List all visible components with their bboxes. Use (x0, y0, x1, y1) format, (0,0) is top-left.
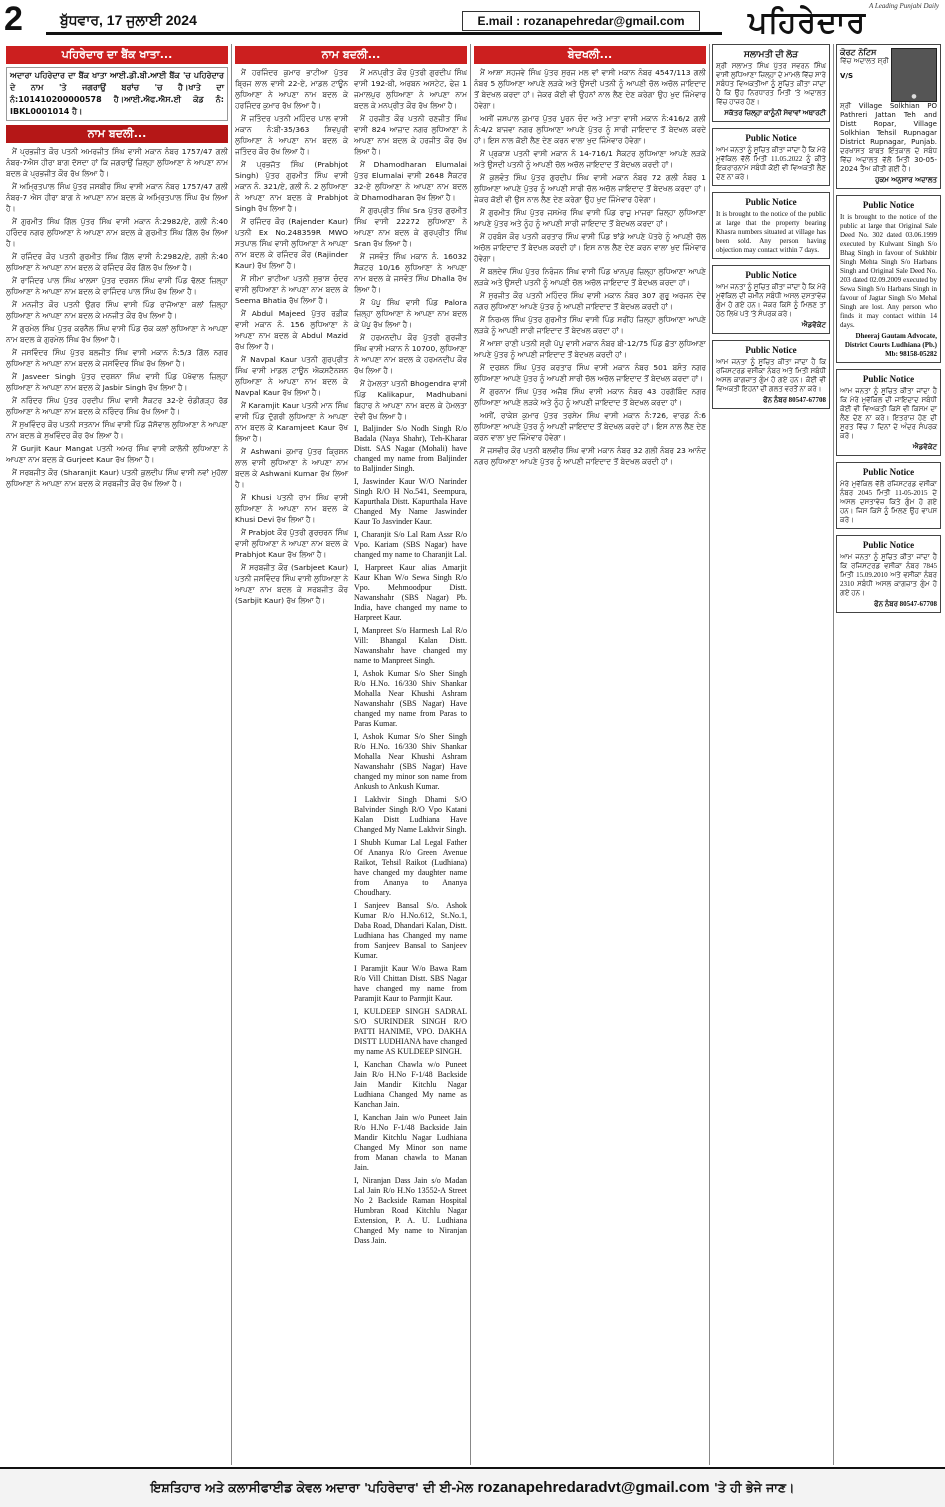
notice-item: ਮੈਂ ਪ੍ਰਭਜੋਤ ਸਿੰਘ (Prabhjot Singh) ਪੁੱਤਰ ਗੁਰਮੀਤ ਸਿੰਘ ਵਾਸੀ ਮਕਾਨ ਨੰ. 321/ਏ, ਗਲੀ ਨੰ. 2 ਲੁਧਿਆਣਾ ਨੇ ਆਪਣਾ ਨਾਮ ਬਦਲ ਕੇ Prabhjot Singh ਰੱਖ ਲਿਆ ਹੈ। (235, 160, 348, 213)
header-email[interactable]: E.mail : rozanapehredar@gmail.com (462, 11, 700, 31)
column-rule (709, 44, 710, 1465)
notice-item: ਮੈਂ ਮਨਪ੍ਰੀਤ ਕੌਰ ਪੁੱਤਰੀ ਗੁਰਦੀਪ ਸਿੰਘ ਵਾਸੀ 192-ਬੀ, ਅਰਬਨ ਅਸਟੇਟ, ਫੇਜ਼ 1 ਜਮਾਲਪੁਰ ਲੁਧਿਆਣਾ ਨੇ ਆਪਣਾ ਨਾਮ ਬਦਲ ਕੇ ਮਨਪ੍ਰੀਤ ਕੌਰ ਰੱਖ ਲਿਆ ਹੈ। (354, 68, 467, 110)
notice-item: ਮੈਂ ਗੁਰਮੀਤ ਸਿੰਘ ਗਿੱਲ ਪੁੱਤਰ ਸਿੰਘ ਵਾਸੀ ਮਕਾਨ ਨੰ:2982/ਏ, ਗਲੀ ਨੰ:40 ਹਰਿੰਦਰ ਨਗਰ ਲੁਧਿਆਣਾ ਨੇ ਆਪਣਾ ਨਾਮ ਬਦਲ ਕੇ ਗੁਰਮੀਤ ਸਿੰਘ ਗਿੱਲ ਰੱਖ ਲਿਆ ਹੈ। (6, 217, 228, 248)
notice-item: ਮੈਂ ਜਸਵੰਤ ਸਿੰਘ ਮਕਾਨ ਨੰ. 16032 ਸੈਕਟਰ 10/16 ਲੁਧਿਆਣਾ ਨੇ ਆਪਣਾ ਨਾਮ ਬਦਲ ਕੇ ਜਸਵੰਤ ਸਿੰਘ Dhalla ਰੱਖ ਲਿਆ ਹੈ। (354, 252, 467, 294)
notice-item: ਮੈਂ ਸੁਰਜੀਤ ਕੌਰ ਪਤਨੀ ਮਹਿੰਦਰ ਸਿੰਘ ਵਾਸੀ ਮਕਾਨ ਨੰਬਰ 307 ਗੁਰੂ ਅਰਜਨ ਦੇਵ ਨਗਰ ਲੁਧਿਆਣਾ ਆਪਣੇ ਪੁੱਤਰ ਨੂੰ ਆਪਣੀ ਜਾਇਦਾਦ ਤੋਂ ਬੇਦਖਲ ਕਰਦੀ ਹਾਂ। (474, 291, 706, 311)
page-footer (0, 1467, 945, 1507)
column-5 (836, 44, 941, 1465)
notice-signature: ਫੋਨ ਨੰਬਰ 80547-67708 (874, 600, 937, 608)
name-change-heading: ਨਾਮ ਬਦਲੀ... (6, 125, 228, 143)
notice-body: ਆਮ ਜਨਤਾ ਨੂੰ ਸੂਚਿਤ ਕੀਤਾ ਜਾਂਦਾ ਹੈ ਕਿ ਮੇਰੇ ਮੁਵੱਕਿਲ ਦੀ ਜ਼ਮੀਨ ਸਬੰਧੀ ਅਸਲ ਦਸਤਾਵੇਜ਼ ਗੁੰਮ ਹੋ ਗਏ ਹਨ। ਜੇਕਰ ਕਿਸੇ ਨੂੰ ਮਿਲਣ ਤਾਂ ਹੇਠ ਲਿਖੇ ਪਤੇ 'ਤੇ ਸੰਪਰਕ ਕਰੇ। (716, 283, 826, 318)
public-notice (836, 462, 941, 529)
notice-item: ਮੈਂ ਹਰਜੀਤ ਕੌਰ ਪਤਨੀ ਰਣਜੀਤ ਸਿੰਘ ਵਾਸੀ 824 ਆਜ਼ਾਦ ਨਗਰ ਲੁਧਿਆਣਾ ਨੇ ਆਪਣਾ ਨਾਮ ਬਦਲ ਕੇ ਹਰਜੀਤ ਕੌਰ ਰੱਖ ਲਿਆ ਹੈ। (354, 114, 467, 156)
notice-item: ਮੈਂ ਹੇਮਲਤਾ ਪਤਨੀ Bhogendra ਵਾਸੀ ਪਿੰਡ Kalikapur, Madhubani ਬਿਹਾਰ ਨੇ ਆਪਣਾ ਨਾਮ ਬਦਲ ਕੇ ਹੇਮਲਤਾ ਦੇਵੀ ਰੱਖ ਲਿਆ ਹੈ। (354, 379, 467, 421)
notice-item-en: I, Ashok Kumar S/o Sher Singh R/o H.No. 16/330 Shiv Shankar Mohalla Near Khushi Ashram Nawanshahr (SBS Nagar) Have changed my name from Paras to Paras Kumar. (354, 669, 467, 728)
notice-item: ਅਸੀਂ, ਰਾਕੇਸ਼ ਕੁਮਾਰ ਪੁੱਤਰ ਤਰਸੇਮ ਸਿੰਘ ਵਾਸੀ ਮਕਾਨ ਨੰ:726, ਵਾਰਡ ਨੰ:6 ਲੁਧਿਆਣਾ ਆਪਣੇ ਪੁੱਤਰ ਨੂੰ ਆਪਣੀ ਜਾਇਦਾਦ ਤੋਂ ਬੇਦਖਲ ਕਰਦੇ ਹਾਂ। ਇਸ ਨਾਲ ਲੈਣ ਦੇਣ ਕਰਨ ਵਾਲਾ ਖੁਦ ਜਿੰਮੇਵਾਰ ਹੋਵੇਗਾ। (474, 411, 706, 442)
column-rule (833, 44, 834, 1465)
column-1 (6, 44, 228, 1465)
public-notice (712, 340, 830, 409)
masthead (748, 0, 945, 40)
court-notice-heading (840, 48, 889, 102)
notice-item: ਮੈਂ Khusi ਪਤਨੀ ਰਾਮ ਸਿੰਘ ਵਾਸੀ ਲੁਧਿਆਣਾ ਨੇ ਆਪਣਾ ਨਾਮ ਬਦਲ ਕੇ Khusi Devi ਰੱਖ ਲਿਆ ਹੈ। (235, 493, 348, 524)
notice-item: ਮੈਂ ਸਰਬਜੀਤ ਕੌਰ (Sarbjeet Kaur) ਪਤਨੀ ਜਸਵਿੰਦਰ ਸਿੰਘ ਵਾਸੀ ਲੁਧਿਆਣਾ ਨੇ ਆਪਣਾ ਨਾਮ ਬਦਲ ਕੇ ਸਰਬਜੀਤ ਕੌਰ (Sarbjit Kaur) ਰੱਖ ਲਿਆ ਹੈ। (235, 563, 348, 605)
masthead-logo: ਪਹਿਰੇਦਾਰ (748, 5, 867, 40)
notice-title: ਸਲਾਮਤੀ ਦੀ ਲੋੜ (743, 49, 799, 59)
column-4 (712, 44, 830, 1465)
public-notice (712, 128, 830, 186)
masthead-tagline: A Leading Punjabi Daily (868, 2, 939, 10)
notice-signature: ਸਕੱਤਰ ਜ਼ਿਲ੍ਹਾ ਕਾਨੂੰਨੀ ਸੇਵਾਵਾਂ ਅਥਾਰਟੀ (724, 109, 826, 117)
notice-item: ਮੈਂ ਜਤਿੰਦਰ ਪਤਨੀ ਮਹਿੰਦਰ ਪਾਲ ਵਾਸੀ ਮਕਾਨ ਨੰ:ਬੀ-35/363 ਸ਼ਿਵਪੁਰੀ ਲੁਧਿਆਣਾ ਨੇ ਆਪਣਾ ਨਾਮ ਬਦਲ ਕੇ ਜਤਿੰਦਰ ਕੌਰ ਰੱਖ ਲਿਆ ਹੈ। (235, 114, 348, 156)
public-notice (836, 195, 941, 363)
notice-item: ਮੈਂ Prabjot ਕੌਰ ਪੁੱਤਰੀ ਗੁਰਚਰਨ ਸਿੰਘ ਵਾਸੀ ਲੁਧਿਆਣਾ ਨੇ ਆਪਣਾ ਨਾਮ ਬਦਲ ਕੇ Prabhjot Kaur ਰੱਖ ਲਿਆ ਹੈ। (235, 528, 348, 559)
notice-body: ਸ਼੍ਰੀ ਸਲਾਮਤ ਸਿੰਘ ਪੁੱਤਰ ਸਵਰਨ ਸਿੰਘ ਵਾਸੀ ਲੁਧਿਆਣਾ ਜ਼ਿਲ੍ਹਾ ਦੇ ਮਾਮਲੇ ਵਿੱਚ ਸਾਰੇ ਸਬੰਧਤ ਵਿਅਕਤੀਆਂ ਨੂੰ ਸੂਚਿਤ ਕੀਤਾ ਜਾਂਦਾ ਹੈ ਕਿ ਉਹ ਨਿਰਧਾਰਤ ਮਿਤੀ 'ਤੇ ਅਦਾਲਤ ਵਿੱਚ ਹਾਜ਼ਰ ਹੋਣ। (716, 62, 827, 106)
notice-item: ਮੈਂ Gurjit Kaur Mangat ਪਤਨੀ ਅਮਰ ਸਿੰਘ ਵਾਸੀ ਕਾਲੋਨੀ ਲੁਧਿਆਣਾ ਨੇ ਆਪਣਾ ਨਾਮ ਬਦਲ ਕੇ Gurjeet Kaur ਰੱਖ ਲਿਆ ਹੈ। (6, 444, 228, 464)
notice-signature: ਐਡਵੋਕੇਟ (912, 443, 937, 451)
notice-item-en: I Lakhvir Singh Dhami S/O Balvinder Singh R/O Vpo Katani Kalan Distt Ludhiana Have Changed My Name Lakhvir Singh. (354, 795, 467, 834)
page-header (0, 0, 945, 40)
notice-item: ਮੈਂ Jasveer Singh ਪੁੱਤਰ ਦਰਸ਼ਨਾ ਸਿੰਘ ਵਾਸੀ ਪਿੰਡ ਪੱਖੋਵਾਲ ਜ਼ਿਲ੍ਹਾ ਲੁਧਿਆਣਾ ਨੇ ਆਪਣਾ ਨਾਮ ਬਦਲ ਕੇ Jasbir Singh ਰੱਖ ਲਿਆ ਹੈ। (6, 372, 228, 392)
notice-item: ਮੈਂ ਅਮ੍ਰਿਤਪਾਲ ਸਿੰਘ ਪੁੱਤਰ ਜਸਬੀਰ ਸਿੰਘ ਵਾਸੀ ਮਕਾਨ ਨੰਬਰ 1757/47 ਗਲੀ ਨੰਬਰ-7 ਐਸ ਹੀਰਾ ਬਾਗ ਨੇ ਆਪਣਾ ਨਾਮ ਬਦਲ ਕੇ ਅਮ੍ਰਿਤਪਾਲ ਸਿੰਘ ਰੱਖ ਲਿਆ ਹੈ। (6, 182, 228, 213)
notice-item: ਮੈਂ ਰਾਜਿੰਦਰ ਪਾਲ ਸਿੰਘ ਖਾਲਸਾ ਪੁੱਤਰ ਦਰਸ਼ਨ ਸਿੰਘ ਵਾਸੀ ਪਿੰਡ ਢੋਲਣ ਜ਼ਿਲ੍ਹਾ ਲੁਧਿਆਣਾ ਨੇ ਆਪਣਾ ਨਾਮ ਬਦਲ ਕੇ ਰਾਜਿੰਦਰ ਪਾਲ ਸਿੰਘ ਰੱਖ ਲਿਆ ਹੈ। (6, 276, 228, 296)
court-notice-vs: V/S (840, 72, 854, 80)
court-notice-signature: ਹੁਕਮ ਅਨੁਸਾਰ ਅਦਾਲਤ (875, 176, 937, 184)
bank-account-text: ਅਦਾਰਾ ਪਹਿਰੇਦਾਰ ਦਾ ਬੈਂਕ ਖਾਤਾ ਆਈ.ਡੀ.ਬੀ.ਆਈ ਬੈਂਕ 'ਚ ਪਹਿਰੇਦਾਰ ਦੇ ਨਾਮ 'ਤੇ ਜਗਰਾਉਂ ਬਰਾਂਚ 'ਚ ਹੈ।ਖਾਤੇ ਦਾ ਨੰ:101410200000578 ਹੈ।ਆਈ.ਐਫ.ਐਸ.ਈ ਕੋਡ ਨੰ: IBKL0001014 ਹੈ। (6, 67, 228, 121)
notice-item: ਮੈਂ Ashwani ਕੁਮਾਰ ਪੁੱਤਰ ਕ੍ਰਿਸ਼ਨ ਲਾਲ ਵਾਸੀ ਲੁਧਿਆਣਾ ਨੇ ਆਪਣਾ ਨਾਮ ਬਦਲ ਕੇ Ashwani Kumar ਰੱਖ ਲਿਆ ਹੈ। (235, 447, 348, 489)
notice-body: ਆਮ ਜਨਤਾ ਨੂੰ ਸੂਚਿਤ ਕੀਤਾ ਜਾਂਦਾ ਹੈ ਕਿ ਰਜਿਸਟਰਡ ਵਸੀਕਾ ਨੰਬਰ 7845 ਮਿਤੀ 15.09.2010 ਅਤੇ ਵਸੀਕਾ ਨੰਬਰ 2310 ਸਬੰਧੀ ਅਸਲ ਕਾਗਜ਼ਾਤ ਗੁੰਮ ਹੋ ਗਏ ਹਨ। (840, 553, 937, 597)
notice-item: ਅਸੀਂ ਜਸਪਾਲ ਕੁਮਾਰ ਪੁੱਤਰ ਪੂਰਨ ਚੰਦ ਅਤੇ ਮਾਤਾ ਵਾਸੀ ਮਕਾਨ ਨੰ:416/2 ਗਲੀ ਨੰ:4/2 ਬਾਜਵਾ ਨਗਰ ਲੁਧਿਆਣਾ ਆਪਣੇ ਪੁੱਤਰ ਨੂੰ ਸਾਰੀ ਜਾਇਦਾਦ ਤੋਂ ਬੇਦਖਲ ਕਰਦੇ ਹਾਂ। ਇਸ ਨਾਲ ਕੋਈ ਲੈਣ ਦੇਣ ਕਰਨ ਵਾਲਾ ਖੁਦ ਜਿੰਮੇਵਾਰ ਹੋਵੇਗਾ। (474, 114, 706, 145)
column-rule (231, 44, 232, 1465)
notice-item: ਮੈਂ ਜਸਵਿੰਦਰ ਸਿੰਘ ਪੁੱਤਰ ਬਲਜੀਤ ਸਿੰਘ ਵਾਸੀ ਮਕਾਨ ਨੰ:5/3 ਗਿੱਲ ਨਗਰ ਲੁਧਿਆਣਾ ਨੇ ਆਪਣਾ ਨਾਮ ਬਦਲ ਕੇ ਜਸਵਿੰਦਰ ਸਿੰਘ ਰੱਖ ਲਿਆ ਹੈ। (6, 348, 228, 368)
notice-signature: Dheeraj Gautam Advocate, District Courts Ludhiana (Pb.) Mb: 98158-05282 (844, 332, 937, 358)
notice-title: Public Notice (862, 374, 915, 384)
notice-item-en: I, Baljinder S/o Nodh Singh R/o Badala (Naya Shahr), Teh-Kharar Distt. SAS Nagar (Mohali) have changed my name from Baljinder to Baljinder Singh. (354, 424, 467, 473)
notice-item: ਮੈਂ Navpal Kaur ਪਤਨੀ ਗੁਰਪ੍ਰੀਤ ਸਿੰਘ ਵਾਸੀ ਮਾਡਲ ਟਾਊਨ ਐਕਸਟੈਨਸ਼ਨ ਲੁਧਿਆਣਾ ਨੇ ਆਪਣਾ ਨਾਮ ਬਦਲ ਕੇ Navpal Kaur ਰੱਖ ਲਿਆ ਹੈ। (235, 355, 348, 397)
court-notice (836, 44, 941, 189)
notice-item: ਮੈਂ ਸੁਖਵਿੰਦਰ ਕੌਰ ਪਤਨੀ ਸਤਨਾਮ ਸਿੰਘ ਵਾਸੀ ਪਿੰਡ ਜੱਸੋਵਾਲ ਲੁਧਿਆਣਾ ਨੇ ਆਪਣਾ ਨਾਮ ਬਦਲ ਕੇ ਸੁਖਵਿੰਦਰ ਕੌਰ ਰੱਖ ਲਿਆ ਹੈ। (6, 420, 228, 440)
court-notice-title: ਕੋਰਟ ਨੋਟਿਸ (840, 48, 877, 57)
public-notice (836, 369, 941, 456)
notice-title: Public Notice (745, 345, 797, 355)
notice-item: ਮੈਂ ਨਿਰਮਲ ਸਿੰਘ ਪੁੱਤਰ ਗੁਰਮੀਤ ਸਿੰਘ ਵਾਸੀ ਪਿੰਡ ਸਰੀਂਹ ਜ਼ਿਲ੍ਹਾ ਲੁਧਿਆਣਾ ਆਪਣੇ ਲੜਕੇ ਨੂੰ ਆਪਣੀ ਸਾਰੀ ਜਾਇਦਾਦ ਤੋਂ ਬੇਦਖਲ ਕਰਦਾ ਹਾਂ। (474, 315, 706, 335)
notice-item: ਮੈਂ ਆਸ਼ਾ ਰਾਣੀ ਪਤਨੀ ਸ਼੍ਰੀ ਪੱਪੂ ਵਾਸੀ ਮਕਾਨ ਨੰਬਰ ਬੀ-12/75 ਪਿੰਡ ਛੱਤਾ ਲੁਧਿਆਣਾ ਆਪਣੇ ਪੁੱਤਰ ਨੂੰ ਆਪਣੀ ਜਾਇਦਾਦ ਤੋਂ ਬੇਦਖਲ ਕਰਦੀ ਹਾਂ। (474, 339, 706, 359)
notice-item-en: I, KULDEEP SINGH SADRAL S/O SURINDER SINGH R/O PATTI HANIME, VPO. DAKHA DISTT LUDHIANA have changed my name AS KULDEEP SINGH. (354, 1007, 467, 1056)
legal-services-notice (712, 44, 830, 122)
notice-item-en: I, Jaswinder Kaur W/O Narinder Singh R/O H No.541, Seempura, Kapurthala Distt. Kapurthala Have Changed My Name Jaswinder Kaur To Jasvinder Kaur. (354, 477, 467, 526)
notice-item: ਮੈਂ ਗੁਰਮੀਤ ਸਿੰਘ ਪੁੱਤਰ ਜਸਮੇਰ ਸਿੰਘ ਵਾਸੀ ਪਿੰਡ ਰਾਜੂ ਮਾਜਰਾ ਜ਼ਿਲ੍ਹਾ ਲੁਧਿਆਣਾ ਆਪਣੇ ਪੁੱਤਰ ਅਤੇ ਨੂੰਹ ਨੂੰ ਆਪਣੀ ਸਾਰੀ ਜਾਇਦਾਦ ਤੋਂ ਬੇਦਖਲ ਕਰਦਾ ਹਾਂ। (474, 208, 706, 228)
notice-item-en: I, Kanchan Jain w/o Puneet Jain R/o H.No F-1/48 Backside Jain Mandir Kitchlu Nagar Ludhiana Changed My Minor son name from Manan chawla to Manan Jain. (354, 1113, 467, 1172)
notice-item: ਮੈਂ ਮਨਜੀਤ ਕੌਰ ਪਤਨੀ ਉਗਰ ਸਿੰਘ ਵਾਸੀ ਪਿੰਡ ਰਾਜੋਆਣਾ ਕਲਾਂ ਜ਼ਿਲ੍ਹਾ ਲੁਧਿਆਣਾ ਨੇ ਆਪਣਾ ਨਾਮ ਬਦਲ ਕੇ ਮਨਜੀਤ ਕੌਰ ਰੱਖ ਲਿਆ ਹੈ। (6, 300, 228, 320)
notice-body: ਆਮ ਜਨਤਾ ਨੂੰ ਸੂਚਿਤ ਕੀਤਾ ਜਾਂਦਾ ਹੈ ਕਿ ਮੇਰੇ ਮੁਵੱਕਿਲ ਦੀ ਜਾਇਦਾਦ ਸਬੰਧੀ ਕੋਈ ਵੀ ਵਿਅਕਤੀ ਕਿਸੇ ਵੀ ਕਿਸਮ ਦਾ ਲੈਣ ਦੇਣ ਨਾ ਕਰੇ। ਇਤਰਾਜ਼ ਹੋਣ ਦੀ ਸੂਰਤ ਵਿੱਚ 7 ਦਿਨਾਂ ਦੇ ਅੰਦਰ ਸੰਪਰਕ ਕਰੋ। (840, 387, 937, 440)
notice-item-en: I, Kanchan Chawla w/o Puneet Jain R/o H.No F-1/48 Backside Jain Mandir Kitchlu Nagar Ludhiana Changed My name as Kanchan Jain. (354, 1060, 467, 1109)
public-notice (836, 535, 941, 613)
notice-item-en: I, Harpreet Kaur alias Amarjit Kaur Khan W/o Sewa Singh R/o Vpo. Mehmoodpur Distt. Nawanshahr (SBS Nagar) Pb. India, have changed my name to Harpreet Kaur. (354, 563, 467, 622)
name-change-split (235, 67, 467, 1249)
footer-text-end: 'ਤੇ ਹੀ ਭੇਜੇ ਜਾਣ। (714, 1480, 795, 1495)
notice-body: ਮੇਰੇ ਮੁਵੱਕਿਲ ਵੱਲੋਂ ਰਜਿਸਟਰਡ ਵਸੀਕਾ ਨੰਬਰ 2045 ਮਿਤੀ 11-05-2015 ਦੇ ਅਸਲ ਦਸਤਾਵੇਜ਼ ਕਿਤੇ ਗੁੰਮ ਹੋ ਗਏ ਹਨ। ਜਿਸ ਕਿਸੇ ਨੂੰ ਮਿਲਣ ਉਹ ਵਾਪਸ ਕਰੇ। (840, 480, 937, 524)
public-notice (712, 265, 830, 334)
notice-item: ਮੈਂ ਸੀਮਾ ਭਾਟੀਆ ਪਤਨੀ ਸੁਭਾਸ਼ ਚੰਦਰ ਵਾਸੀ ਲੁਧਿਆਣਾ ਨੇ ਆਪਣਾ ਨਾਮ ਬਦਲ ਕੇ Seema Bhatia ਰੱਖ ਲਿਆ ਹੈ। (235, 274, 348, 305)
notice-item: ਮੈਂ ਹਰਬੰਸ ਕੌਰ ਪਤਨੀ ਕਰਤਾਰ ਸਿੰਘ ਵਾਸੀ ਪਿੰਡ ਝਾਂਡੇ ਆਪਣੇ ਪੋਤਰੇ ਨੂੰ ਆਪਣੀ ਚੱਲ ਅਚੱਲ ਜਾਇਦਾਦ ਤੋਂ ਬੇਦਖਲ ਕਰਦੀ ਹਾਂ। ਇਸ ਨਾਲ ਲੈਣ ਦੇਣ ਕਰਨ ਵਾਲਾ ਖੁਦ ਜਿੰਮੇਵਾਰ ਹੋਵੇਗਾ। (474, 232, 706, 263)
footer-email[interactable]: rozanapehredaradvt@gmail.com (477, 1479, 710, 1496)
notice-body: It is brought to the notice of the public at large that the property bearing Khasra numbers situated at village has been sold. Any person having objection may contact within 7 days. (716, 210, 826, 254)
notice-title: Public Notice (862, 200, 915, 210)
notice-item: ਮੈਂ Karamjit Kaur ਪਤਨੀ ਮਾਨ ਸਿੰਘ ਵਾਸੀ ਪਿੰਡ ਦੁੱਗਰੀ ਲੁਧਿਆਣਾ ਨੇ ਆਪਣਾ ਨਾਮ ਬਦਲ ਕੇ Karamjeet Kaur ਰੱਖ ਲਿਆ ਹੈ। (235, 401, 348, 443)
court-notice-sub: ਵਿੱਚ ਅਦਾਲਤ ਸ਼੍ਰੀ (840, 57, 889, 65)
person-photo (891, 48, 937, 102)
notice-item: ਮੈਂ ਹਰਮਨਦੀਪ ਕੌਰ ਪੁੱਤਰੀ ਗੁਰਜੀਤ ਸਿੰਘ ਵਾਸੀ ਮਕਾਨ ਨੰ 10700, ਲੁਧਿਆਣਾ ਨੇ ਆਪਣਾ ਨਾਮ ਬਦਲ ਕੇ ਹਰਮਨਦੀਪ ਕੌਰ ਰੱਖ ਲਿਆ ਹੈ। (354, 333, 467, 375)
footer-text: ਇਸ਼ਤਿਹਾਰ ਅਤੇ ਕਲਾਸੀਫਾਈਡ ਕੇਵਲ ਅਦਾਰਾ 'ਪਹਿਰੇਦਾਰ' ਦੀ ਈ-ਮੇਲ (150, 1480, 474, 1495)
name-change-subcol-b (354, 67, 467, 1249)
notice-title: Public Notice (862, 540, 915, 550)
notice-item: ਮੈਂ ਬਲਦੇਵ ਸਿੰਘ ਪੁੱਤਰ ਨਿਰੰਜਨ ਸਿੰਘ ਵਾਸੀ ਪਿੰਡ ਖਾਨਪੁਰ ਜ਼ਿਲ੍ਹਾ ਲੁਧਿਆਣਾ ਆਪਣੇ ਲੜਕੇ ਅਤੇ ਉਸਦੀ ਪਤਨੀ ਨੂੰ ਆਪਣੀ ਚੱਲ ਅਚੱਲ ਜਾਇਦਾਦ ਤੋਂ ਬੇਦਖਲ ਕਰਦਾ ਹਾਂ। (474, 267, 706, 287)
notice-item: ਮੈਂ ਰਜਿੰਦਰ ਕੌਰ ਪਤਨੀ ਗੁਰਮੀਤ ਸਿੰਘ ਗਿੱਲ ਵਾਸੀ ਨੰ:2982/ਏ, ਗਲੀ ਨੰ:40 ਲੁਧਿਆਣਾ ਨੇ ਆਪਣਾ ਨਾਮ ਬਦਲ ਕੇ ਰਜਿੰਦਰ ਕੌਰ ਗਿੱਲ ਰੱਖ ਲਿਆ ਹੈ। (6, 252, 228, 272)
name-change-list (6, 146, 228, 489)
notice-item: ਮੈਂ ਆਸ਼ਾ ਸਹਜਵੇ ਸਿੰਘ ਪੁੱਤਰ ਸੁਰਜ ਮਲ ਵਾਂ ਵਾਸੀ ਮਕਾਨ ਨੰਬਰ 4547/113 ਗਲੀ ਨੰਬਰ 5 ਲੁਧਿਆਣਾ ਆਪਣੇ ਲੜਕੇ ਅਤੇ ਉਸਦੀ ਪਤਨੀ ਨੂੰ ਆਪਣੀ ਚੱਲ ਅਚੱਲ ਜਾਇਦਾਦ ਤੋਂ ਬੇਦਖਲ ਕਰਦਾ ਹਾਂ। ਜੇਕਰ ਕੋਈ ਵੀ ਉਹਨਾਂ ਨਾਲ ਲੈਣ ਦੇਣ ਕਰੇਗਾ ਉਹ ਖੁਦ ਜਿੰਮੇਵਾਰ ਹੋਵੇਗਾ। (474, 68, 706, 110)
photo-placeholder-icon: ● (911, 93, 917, 100)
notice-item: ਮੈਂ ਪ੍ਰਕਾਸ਼ ਪਤਨੀ ਵਾਸੀ ਮਕਾਨ ਨੰ 14-716/1 ਸੈਕਟਰ ਲੁਧਿਆਣਾ ਆਪਣੇ ਲੜਕੇ ਅਤੇ ਉਸਦੀ ਪਤਨੀ ਨੂੰ ਆਪਣੀ ਚੱਲ ਅਚੱਲ ਜਾਇਦਾਦ ਤੋਂ ਬੇਦਖਲ ਕਰਦੀ ਹਾਂ। (474, 149, 706, 169)
notice-signature: ਐਡਵੋਕੇਟ (801, 321, 826, 329)
court-notice-body: ਸ਼੍ਰੀ Village Solkhian PO Pathreri Jattan Teh and Distt Ropar, Village Solkhian Tehsil Rupnagar District Rupnagar, Punjab. ਦਰਖਾਸਤ ਬਾਬਤ ਇੰਤਕਾਲ ਦੇ ਸਬੰਧ ਵਿੱਚ ਅਦਾਲਤ ਵੱਲੋਂ ਮਿਤੀ 30-05-2024 ਤੈਅ ਕੀਤੀ ਗਈ ਹੈ। (840, 102, 937, 173)
notice-item-en: I, Manpreet S/o Harmesh Lal R/o Vill: Bhangal Kalan Distt. Nawanshahr have changed my name to Manpreet Singh. (354, 626, 467, 665)
notice-title: Public Notice (745, 270, 797, 280)
notice-body: ਆਮ ਜਨਤਾ ਨੂੰ ਸੂਚਿਤ ਕੀਤਾ ਜਾਂਦਾ ਹੈ ਕਿ ਮੇਰੇ ਮੁਵੱਕਿਲ ਵੱਲੋਂ ਮਿਤੀ 11.05.2022 ਨੂੰ ਕੀਤੇ ਇਕਰਾਰਨਾਮੇ ਸਬੰਧੀ ਕੋਈ ਵੀ ਵਿਅਕਤੀ ਲੈਣ ਦੇਣ ਨਾ ਕਰੇ। (716, 146, 826, 181)
notice-item: ਮੈਂ ਸਰਬਜੀਤ ਕੌਰ (Sharanjit Kaur) ਪਤਨੀ ਕੁਲਦੀਪ ਸਿੰਘ ਵਾਸੀ ਨਵਾਂ ਮੁਹੱਲਾ ਲੁਧਿਆਣਾ ਨੇ ਆਪਣਾ ਨਾਮ ਬਦਲ ਕੇ ਸਰਬਜੀਤ ਕੌਰ ਰੱਖ ਲਿਆ ਹੈ। (6, 468, 228, 488)
notice-item-en: I Sanjeev Bansal S/o. Ashok Kumar R/o H.No.612, St.No.1, Daba Road, Dhandari Kalan, Distt. Ludhiana has Changed my name from Sanjeev Bansal to Sanjeev Kumar. (354, 901, 467, 960)
notice-item: ਮੈਂ ਜਸਵੀਰ ਕੌਰ ਪਤਨੀ ਬਲਵੀਰ ਸਿੰਘ ਵਾਸੀ ਮਕਾਨ ਨੰਬਰ 32 ਗਲੀ ਨੰਬਰ 23 ਆਨੰਦ ਨਗਰ ਲੁਧਿਆਣਾ ਆਪਣੇ ਪੁੱਤਰ ਨੂੰ ਆਪਣੀ ਜਾਇਦਾਦ ਤੋਂ ਬੇਦਖਲ ਕਰਦੀ ਹਾਂ। (474, 446, 706, 466)
name-change-subcol-a (235, 67, 348, 1249)
notice-item: ਮੈਂ ਰਜਿੰਦਰ ਕੌਰ (Rajender Kaur) ਪਤਨੀ Ex No.248359R MWO ਸਤਪਾਲ ਸਿੰਘ ਵਾਸੀ ਲੁਧਿਆਣਾ ਨੇ ਆਪਣਾ ਨਾਮ ਬਦਲ ਕੇ ਰਜਿੰਦਰ ਕੌਰ (Rajinder Kaur) ਰੱਖ ਲਿਆ ਹੈ। (235, 217, 348, 270)
issue-date: ਬੁੱਧਵਾਰ, 17 ਜੁਲਾਈ 2024 (60, 12, 197, 28)
column-rule (470, 44, 471, 1465)
notice-item: ਮੈਂ ਕੁਲਵੰਤ ਸਿੰਘ ਪੁੱਤਰ ਗੁਰਦੀਪ ਸਿੰਘ ਵਾਸੀ ਮਕਾਨ ਨੰਬਰ 72 ਗਲੀ ਨੰਬਰ 1 ਲੁਧਿਆਣਾ ਆਪਣੇ ਪੁੱਤਰ ਨੂੰ ਆਪਣੀ ਸਾਰੀ ਚੱਲ ਅਚੱਲ ਜਾਇਦਾਦ ਤੋਂ ਬੇਦਖਲ ਕਰਦਾ ਹਾਂ। ਜੇਕਰ ਕੋਈ ਵੀ ਉਸ ਨਾਲ ਲੈਣ ਦੇਣ ਕਰੇਗਾ ਉਹ ਖੁਦ ਜਿੰਮੇਵਾਰ ਹੋਵੇਗਾ। (474, 173, 706, 204)
notice-item: ਮੈਂ ਗੁਰਪ੍ਰੀਤ ਸਿੰਘ Sra ਪੁੱਤਰ ਗੁਰਮੀਤ ਸਿੰਘ ਵਾਸੀ 22272 ਲੁਧਿਆਣਾ ਨੇ ਆਪਣਾ ਨਾਮ ਬਦਲ ਕੇ ਗੁਰਪ੍ਰੀਤ ਸਿੰਘ Sran ਰੱਖ ਲਿਆ ਹੈ। (354, 206, 467, 248)
notice-title: Public Notice (862, 467, 915, 477)
notice-item: ਮੈਂ Abdul Majeed ਪੁੱਤਰ ਰਫ਼ੀਕ ਵਾਸੀ ਮਕਾਨ ਨੰ. 156 ਲੁਧਿਆਣਾ ਨੇ ਆਪਣਾ ਨਾਮ ਬਦਲ ਕੇ Abdul Mazid ਰੱਖ ਲਿਆ ਹੈ। (235, 309, 348, 351)
notice-item: ਮੈਂ ਨਰਿੰਦਰ ਸਿੰਘ ਪੁੱਤਰ ਹਰਦੀਪ ਸਿੰਘ ਵਾਸੀ ਸੈਕਟਰ 32-ਏ ਚੰਡੀਗੜ੍ਹ ਰੋਡ ਲੁਧਿਆਣਾ ਨੇ ਆਪਣਾ ਨਾਮ ਬਦਲ ਕੇ ਨਰਿੰਦਰ ਸਿੰਘ ਰੱਖ ਲਿਆ ਹੈ। (6, 396, 228, 416)
notice-title: Public Notice (745, 197, 797, 207)
court-notice-top (840, 48, 937, 102)
notice-body: It is brought to the notice of the public at large that Original Sale Deed No. 302 dated 03.06.1999 executed by Kulwant Singh S/o Bhag Singh in favour of Sukhbir Singh Mehta Singh S/o Harbans Singh and Original Sale Deed No. 203 dated 02.09.2009 executed by Sewa Singh S/o Harbans Singh in favour of Jagtar Singh S/o Mehal Singh are lost. Any person who finds it may contact within 14 days. (840, 213, 937, 329)
public-notice (712, 192, 830, 259)
notice-item-en: I Shubh Kumar Lal Legal Father Of Ananya R/o Green Avenue Raikot, Tehsil Raikot (Ludhiana) have changed my daughter name from Ananya to Ananya Choudhary. (354, 838, 467, 897)
header-rule (46, 32, 722, 35)
bank-account-heading: ਪਹਿਰੇਦਾਰ ਦਾ ਬੈਂਕ ਖਾਤਾ... (6, 46, 228, 64)
notice-item: ਮੈਂ ਗੁਰਨਾਮ ਸਿੰਘ ਪੁੱਤਰ ਅਜੈਬ ਸਿੰਘ ਵਾਸੀ ਮਕਾਨ ਨੰਬਰ 43 ਹਰਗੋਬਿੰਦ ਨਗਰ ਲੁਧਿਆਣਾ ਆਪਣੇ ਲੜਕੇ ਅਤੇ ਨੂੰਹ ਨੂੰ ਆਪਣੀ ਜਾਇਦਾਦ ਤੋਂ ਬੇਦਖਲ ਕਰਦਾ ਹਾਂ। (474, 387, 706, 407)
notice-item: ਮੈਂ Dhamodharan Elumalai ਪੁੱਤਰ Elumalai ਵਾਸੀ 2648 ਸੈਕਟਰ 32-ਏ ਲੁਧਿਆਣਾ ਨੇ ਆਪਣਾ ਨਾਮ ਬਦਲ ਕੇ Dhamodharan ਰੱਖ ਲਿਆ ਹੈ। (354, 160, 467, 202)
notice-signature: ਫੋਨ ਨੰਬਰ 80547-67708 (763, 396, 826, 404)
column-3 (474, 44, 706, 1465)
notice-item: ਮੈਂ ਹਰਜਿੰਦਰ ਕੁਮਾਰ ਭਾਟੀਆ ਪੁੱਤਰ ਬ੍ਰਿਜ ਲਾਲ ਵਾਸੀ 22-ਏ, ਮਾਡਲ ਟਾਊਨ ਲੁਧਿਆਣਾ ਨੇ ਆਪਣਾ ਨਾਮ ਬਦਲ ਕੇ ਹਰਜਿੰਦਰ ਕੁਮਾਰ ਰੱਖ ਲਿਆ ਹੈ। (235, 68, 348, 110)
disinheritance-list (474, 67, 706, 467)
notice-item: ਮੈਂ ਪੱਪੂ ਸਿੰਘ ਵਾਸੀ ਪਿੰਡ Palora ਜ਼ਿਲ੍ਹਾ ਲੁਧਿਆਣਾ ਨੇ ਆਪਣਾ ਨਾਮ ਬਦਲ ਕੇ ਪੱਪੂ ਰੱਖ ਲਿਆ ਹੈ। (354, 298, 467, 329)
disinheritance-heading: ਬੇਦਖਲੀ... (474, 46, 706, 64)
notice-body: ਆਮ ਜਨਤਾ ਨੂੰ ਸੂਚਿਤ ਕੀਤਾ ਜਾਂਦਾ ਹੈ ਕਿ ਰਜਿਸਟਰਡ ਵਸੀਕਾ ਨੰਬਰ ਅਤੇ ਮਿਤੀ ਸਬੰਧੀ ਅਸਲ ਕਾਗਜ਼ਾਤ ਗੁੰਮ ਹੋ ਗਏ ਹਨ। ਕੋਈ ਵੀ ਵਿਅਕਤੀ ਇਹਨਾਂ ਦੀ ਗਲਤ ਵਰਤੋਂ ਨਾ ਕਰੇ। (716, 358, 826, 393)
notice-item-en: I Paramjit Kaur W/o Bawa Ram R/o Vill Chittan Distt. SBS Nagar have changed my name from Paramjit Kaur to Parmjit Kaur. (354, 964, 467, 1003)
notice-item: ਮੈਂ ਗੁਰਮੇਲ ਸਿੰਘ ਪੁੱਤਰ ਕਰਨੈਲ ਸਿੰਘ ਵਾਸੀ ਪਿੰਡ ਚੱਕ ਕਲਾਂ ਲੁਧਿਆਣਾ ਨੇ ਆਪਣਾ ਨਾਮ ਬਦਲ ਕੇ ਗੁਰਮੇਲ ਸਿੰਘ ਰੱਖ ਲਿਆ ਹੈ। (6, 324, 228, 344)
notice-item: ਮੈਂ ਦਰਸ਼ਨ ਸਿੰਘ ਪੁੱਤਰ ਕਰਤਾਰ ਸਿੰਘ ਵਾਸੀ ਮਕਾਨ ਨੰਬਰ 501 ਬਸੰਤ ਨਗਰ ਲੁਧਿਆਣਾ ਆਪਣੇ ਪੁੱਤਰ ਨੂੰ ਆਪਣੀ ਸਾਰੀ ਚੱਲ ਅਚੱਲ ਜਾਇਦਾਦ ਤੋਂ ਬੇਦਖਲ ਕਰਦਾ ਹਾਂ। (474, 363, 706, 383)
notice-item: ਮੈਂ ਪ੍ਰਭਜੀਤ ਕੌਰ ਪਤਨੀ ਅਮਰਜੀਤ ਸਿੰਘ ਵਾਸੀ ਮਕਾਨ ਨੰਬਰ 1757/47 ਗਲੀ ਨੰਬਰ-7ਐਸ ਹੀਰਾ ਬਾਗ ਦੱਸਦਾ ਹਾਂ ਕਿ ਜਗਰਾਉਂ ਜ਼ਿਲ੍ਹਾ ਲੁਧਿਆਣਾ ਨੇ ਆਪਣਾ ਨਾਮ ਬਦਲ ਕੇ ਪ੍ਰਭਜੀਤ ਕੌਰ ਰੱਖ ਲਿਆ ਹੈ। (6, 147, 228, 178)
notice-item-en: I, Charanjit S/o Lal Ram Assr R/o Vpo. Kariam (SBS Nagar) have changed my name to Charanjit Lal. (354, 530, 467, 559)
notice-item-en: I, Ashok Kumar S/o Sher Singh R/o H.No. 16/330 Shiv Shankar Mohalla Near Khushi Ashram Nawanshahr (SBS Nagar) Have changed my minor son name from Ankush to Ankush Kumar. (354, 732, 467, 791)
notice-item-en: I, Niranjan Dass Jain s/o Madan Lal Jain R/o H.No 13552-A Street No 2 Backside Raman Hospital Humbran Road Kitchlu Nagar Extension, P. A. U. Ludhiana Changed My name to Niranjan Dass Jain. (354, 1176, 467, 1245)
notice-title: Public Notice (745, 133, 797, 143)
page-number: 2 (4, 0, 23, 38)
column-2 (235, 44, 467, 1465)
name-change-heading-2: ਨਾਮ ਬਦਲੀ... (235, 46, 467, 64)
